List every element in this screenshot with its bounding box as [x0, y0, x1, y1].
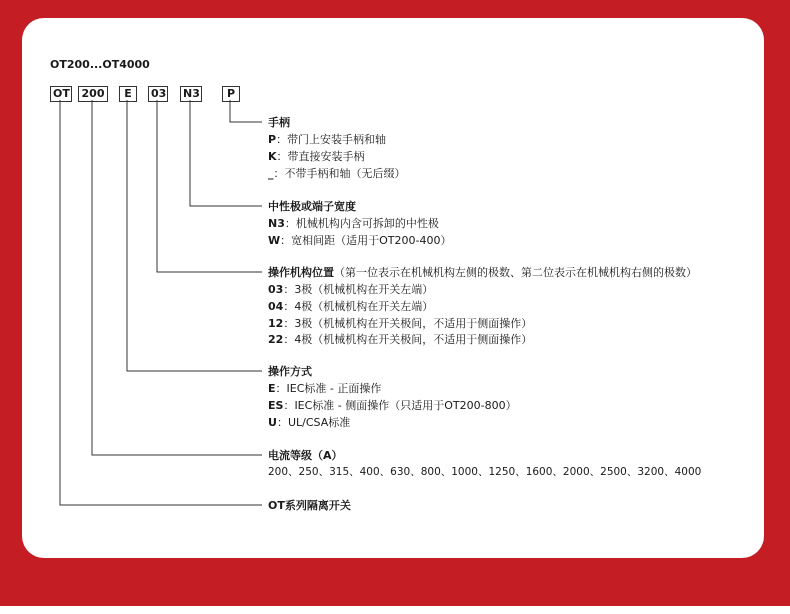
- current-title: 电流等级（A）: [268, 449, 343, 462]
- connector-neutral: [190, 100, 262, 206]
- series-title: OT系列隔离开关: [268, 499, 351, 512]
- position-title: 操作机构位置: [268, 266, 334, 279]
- handle-item: K：带直接安装手柄: [268, 150, 365, 163]
- operation-item: U：UL/CSA标准: [268, 416, 351, 429]
- code-part-200: 200: [78, 86, 108, 102]
- connector-handle: [230, 100, 262, 122]
- code-part-n3: N3: [180, 86, 202, 102]
- code-part-ot: OT: [50, 86, 72, 102]
- connector-position: [157, 100, 262, 272]
- code-part-e: E: [119, 86, 137, 102]
- position-item: 03：3极（机械机构在开关左端）: [268, 283, 434, 296]
- neutral-title: 中性极或端子宽度: [268, 200, 356, 213]
- neutral-item: N3：机械机构内含可拆卸的中性极: [268, 217, 439, 230]
- operation-item: ES：IEC标准 - 侧面操作（只适用于OT200-800）: [268, 399, 517, 412]
- connector-current: [92, 100, 262, 455]
- position-title-row: [268, 266, 697, 279]
- position-title-note: （第一位表示在机械机构左侧的极数、第二位表示在机械机构右侧的极数）: [334, 266, 697, 279]
- connector-series: [60, 100, 262, 505]
- operation-title: 操作方式: [268, 365, 312, 378]
- current-values: 200、250、315、400、630、800、1000、1250、1600、2000、2500、3200、4000: [268, 466, 702, 478]
- range-title: OT200...OT4000: [50, 58, 150, 71]
- position-item: 12：3极（机械机构在开关极间，不适用于侧面操作）: [268, 317, 533, 330]
- position-item: 22：4极（机械机构在开关极间，不适用于侧面操作）: [268, 333, 533, 346]
- handle-title: 手柄: [268, 116, 290, 129]
- operation-item: E：IEC标准 - 正面操作: [268, 382, 382, 395]
- position-item: 04：4极（机械机构在开关左端）: [268, 300, 434, 313]
- connector-operation: [127, 100, 262, 371]
- handle-item: P：带门上安装手柄和轴: [268, 133, 387, 146]
- code-part-03: 03: [148, 86, 168, 102]
- code-part-p: P: [222, 86, 240, 102]
- neutral-item: W：宽相间距（适用于OT200-400）: [268, 234, 452, 247]
- handle-item: _：不带手柄和轴（无后缀）: [268, 167, 406, 180]
